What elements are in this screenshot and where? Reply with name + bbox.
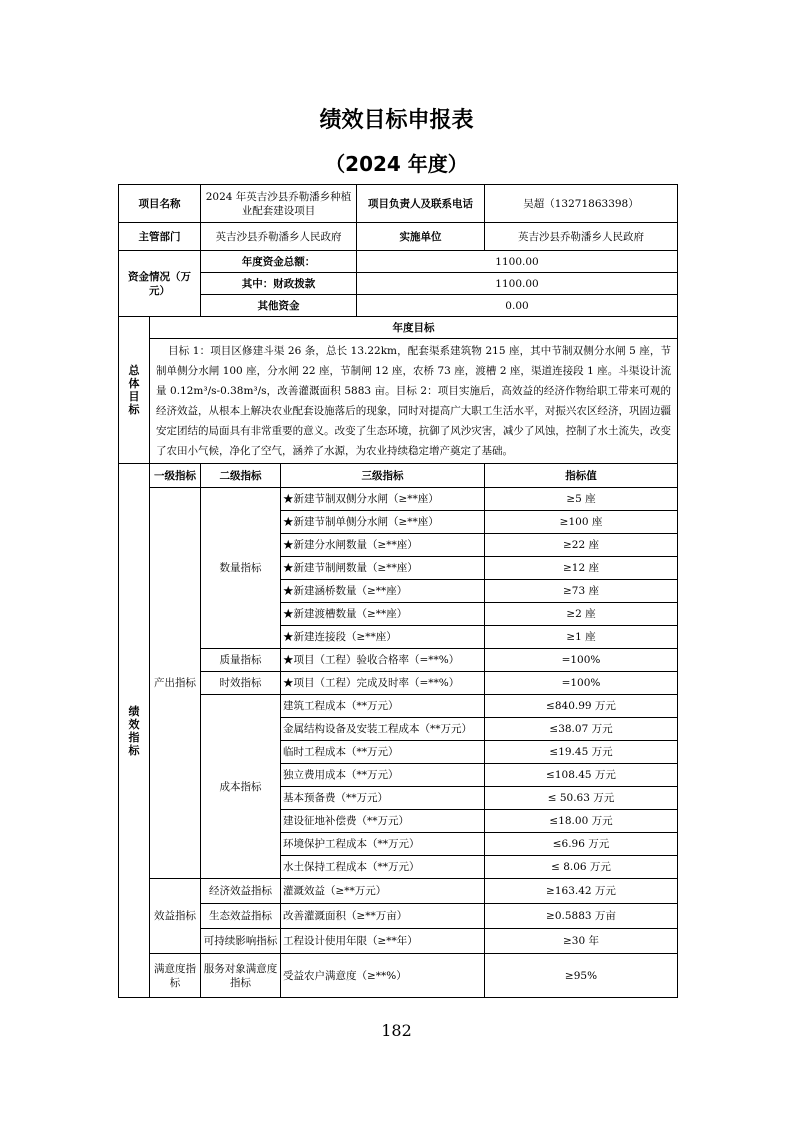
quantity-row-value: ≥1 座 <box>485 626 678 649</box>
performance-table <box>118 184 678 998</box>
ecologic-indicator-label: 生态效益指标 <box>201 904 281 929</box>
service-row-value: ≥95% <box>485 954 678 998</box>
quantity-row-value: ≥5 座 <box>485 488 678 511</box>
quantity-row-name: ★新建节制闸数量（≥**座） <box>281 557 485 580</box>
page-subtitle: （2024 年度） <box>325 152 468 176</box>
quality-row-value: =100% <box>485 649 678 672</box>
service-row-name: 受益农户满意度（≥**%） <box>281 954 485 998</box>
cost-row-value: ≤ 50.63 万元 <box>485 787 678 810</box>
cost-row-name: 金属结构设备及安装工程成本（**万元） <box>281 718 485 741</box>
quantity-row-value: ≥22 座 <box>485 534 678 557</box>
col-header-level1: 一级指标 <box>150 464 201 488</box>
cost-row-value: ≤38.07 万元 <box>485 718 678 741</box>
quantity-row-name: ★新建分水闸数量（≥**座） <box>281 534 485 557</box>
sustain-row-value: ≥30 年 <box>485 929 678 954</box>
overall-goal-side-label: 总体目标 <box>119 317 150 464</box>
perf-side-label: 绩效指标 <box>119 464 150 998</box>
funds-total-label: 年度资金总额： <box>201 251 357 273</box>
cost-row-value: ≤ 8.06 万元 <box>485 856 678 879</box>
funds-total-value: 1100.00 <box>357 251 678 273</box>
ecologic-row-value: ≥0.5883 万亩 <box>485 904 678 929</box>
cost-row-value: ≤18.00 万元 <box>485 810 678 833</box>
dept-label: 主管部门 <box>119 223 201 251</box>
annual-goal-heading: 年度目标 <box>150 317 678 339</box>
cost-row-name: 水土保持工程成本（**万元） <box>281 856 485 879</box>
col-header-level3: 三级指标 <box>281 464 485 488</box>
quantity-row-value: ≥73 座 <box>485 580 678 603</box>
satisfaction-indicator-label: 满意度指标 <box>150 954 201 998</box>
quantity-indicator-label: 数量指标 <box>201 488 281 649</box>
quantity-row-name: ★新建节制单侧分水闸（≥**座） <box>281 511 485 534</box>
time-indicator-label: 时效指标 <box>201 672 281 695</box>
cost-row-value: ≤19.45 万元 <box>485 741 678 764</box>
quantity-row-value: ≥12 座 <box>485 557 678 580</box>
cost-row-name: 临时工程成本（**万元） <box>281 741 485 764</box>
time-row-value: =100% <box>485 672 678 695</box>
quantity-row-value: ≥2 座 <box>485 603 678 626</box>
economic-row-value: ≥163.42 万元 <box>485 879 678 904</box>
quantity-row-name: ★新建连接段（≥**座） <box>281 626 485 649</box>
benefit-indicator-label: 效益指标 <box>150 879 201 954</box>
cost-row-value: ≤108.45 万元 <box>485 764 678 787</box>
cost-row-name: 独立费用成本（**万元） <box>281 764 485 787</box>
time-row-name: ★项目（工程）完成及时率（=**%） <box>281 672 485 695</box>
col-header-level2: 二级指标 <box>201 464 281 488</box>
quantity-row-name: ★新建节制双侧分水闸（≥**座） <box>281 488 485 511</box>
ecologic-row-name: 改善灌溉面积（≥**万亩） <box>281 904 485 929</box>
economic-row-name: 灌溉效益（≥**万元） <box>281 879 485 904</box>
output-indicator-label: 产出指标 <box>150 488 201 879</box>
quality-row-name: ★项目（工程）验收合格率（=**%） <box>281 649 485 672</box>
impl-value: 英吉沙县乔勒潘乡人民政府 <box>485 223 678 251</box>
annual-goal-text: 目标 1：项目区修建斗渠 26 条，总长 13.22km，配套渠系建筑物 215 座，其中节制双侧分水闸 5 座，节制单侧分水闸 100 座，分水闸 22 座，节制闸 12 座，农桥 73 座，渡槽 2 座，渠道连接段 1 座。斗渠设计流量 0.12m³/s-0.38m³/s，改善灌溉面积 5883 亩。目标 2：项目实施后，高效益的经济作物给职工带来可观的经济效益，从根本上解决农业配套设施落后的现象，同时对提高广大职工生活水平，对振兴农区经济，巩固边疆安定团结的局面具有非常重要的意义。改变了生态环境，抗御了风沙灾害，减少了风蚀，控制了水土流失，改变了农田小气候，净化了空气，涵养了水源，为农业持续稳定增产奠定了基础。 <box>150 339 678 464</box>
funds-fiscal-value: 1100.00 <box>357 273 678 295</box>
page-number: 182 <box>381 1021 412 1040</box>
quantity-row-name: ★新建涵桥数量（≥**座） <box>281 580 485 603</box>
funds-other-value: 0.00 <box>357 295 678 317</box>
cost-row-name: 环境保护工程成本（**万元） <box>281 833 485 856</box>
cost-indicator-label: 成本指标 <box>201 695 281 879</box>
cost-row-name: 建设征地补偿费（**万元） <box>281 810 485 833</box>
economic-indicator-label: 经济效益指标 <box>201 879 281 904</box>
project-name-label: 项目名称 <box>119 185 201 223</box>
sustain-row-name: 工程设计使用年限（≥**年） <box>281 929 485 954</box>
quality-indicator-label: 质量指标 <box>201 649 281 672</box>
contact-label: 项目负责人及联系电话 <box>357 185 485 223</box>
cost-row-value: ≤6.96 万元 <box>485 833 678 856</box>
col-header-value: 指标值 <box>485 464 678 488</box>
cost-row-name: 建筑工程成本（**万元） <box>281 695 485 718</box>
project-name-value: 2024 年英吉沙县乔勒潘乡种植业配套建设项目 <box>201 185 357 223</box>
quantity-row-name: ★新建渡槽数量（≥**座） <box>281 603 485 626</box>
funds-fiscal-label: 其中：财政拨款 <box>201 273 357 295</box>
cost-row-name: 基本预备费（**万元） <box>281 787 485 810</box>
quantity-row-value: ≥100 座 <box>485 511 678 534</box>
dept-value: 英吉沙县乔勒潘乡人民政府 <box>201 223 357 251</box>
funds-label: 资金情况（万元） <box>119 251 201 317</box>
page-title: 绩效目标申报表 <box>319 108 474 133</box>
funds-other-label: 其他资金 <box>201 295 357 317</box>
sustain-indicator-label: 可持续影响指标 <box>201 929 281 954</box>
cost-row-value: ≤840.99 万元 <box>485 695 678 718</box>
contact-value: 吴超（13271863398） <box>485 185 678 223</box>
service-indicator-label: 服务对象满意度指标 <box>201 954 281 998</box>
impl-label: 实施单位 <box>357 223 485 251</box>
